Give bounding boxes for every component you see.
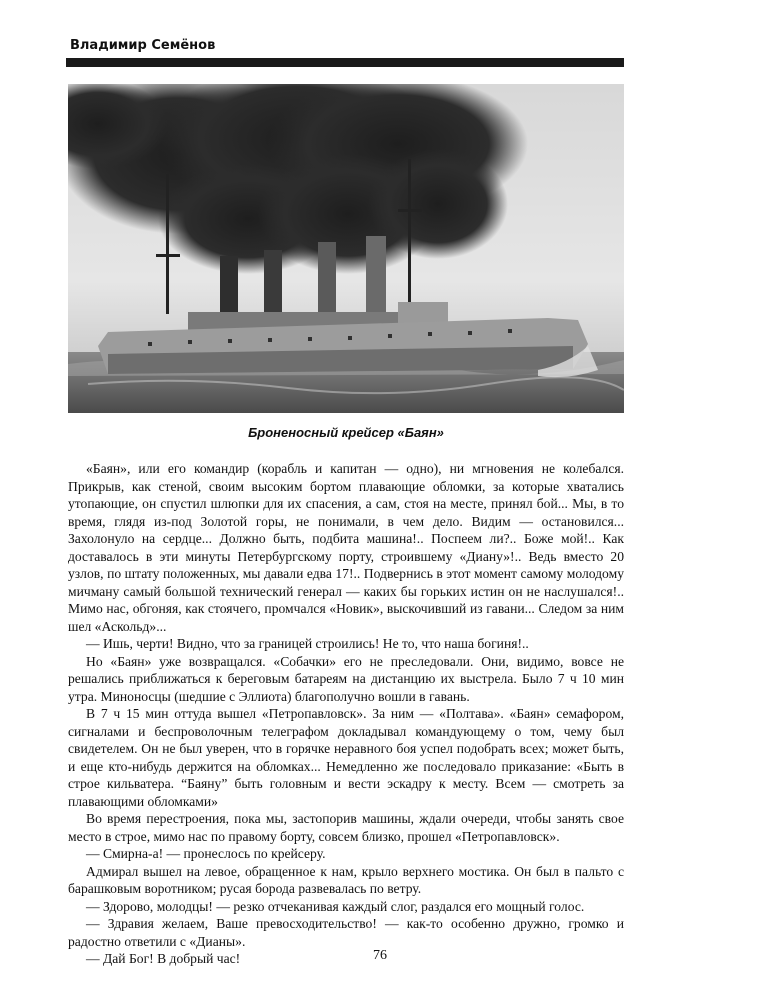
paragraph: Но «Баян» уже возвращался. «Собачки» его не преследовали. Они, видимо, вовсе не решались приближаться к береговым батареям на дистанцию их выстрела. Было 7 ч 10 мин утра. Миноносцы (шедшие с Эллиота) благополучно вошли в гавань. — [68, 653, 624, 704]
running-header-author: Владимир Семёнов — [70, 38, 216, 53]
page-number: 76 — [373, 948, 387, 963]
paragraph: В 7 ч 15 мин оттуда вышел «Петропавловск». За ним — «Полтава». «Баян» семафором, сигналами и беспроволочным телеграфом докладывал командующему о том, чему был свидетелем. Он не был уверен, что в горячке неравного боя успел подобрать всех; может быть, и еще кто-нибудь держится на обломках... Немедленно же последовало приказание: «Быть в строе кильватера. “Баяну” быть головным и вести эскадру к месту. Всем — смотреть за плавающими обломками» — [68, 706, 624, 809]
cruiser-photo — [68, 84, 624, 413]
paragraph: Адмирал вышел на левое, обращенное к нам, крыло верхнего мостика. Он был в пальто с барашковым воротником; русая борода развевалась по ветру. — [68, 863, 624, 896]
paragraph: — Здравия желаем, Ваше превосходительство! — как-то особенно дружно, громко и радостно ответили с «Дианы». — [68, 916, 624, 949]
paragraph: «Баян», или его командир (корабль и капитан — одно), ни мгновения не колебался. Прикрыв, как стеной, своим высоким бортом плавающие обломки, за которые хватались утопающие, он спустил шлюпки для их спасения, а сам, стоя на месте, принял бой... Мы, в то время, глядя из-под Золотой горы, не понимали, в чем дело. Видим — остановился... Захолонуло на сердце... Должно быть, подбита машина!.. Поспеем ли?.. Боже мой!.. Как доставалось в эти минуты Петербургскому порту, строившему «Диану»!.. Ведь вместо 20 узлов, по штату положенных, мы давали едва 17!.. Подвернись в этот момент самому молодому мичману самый большой технический генерал — каких бы горьких истин он не наслушался!.. Мимо нас, обгоняя, как стоячего, промчался «Новик», выскочивший из гавани... Следом за ним шел «Аскольд»... — [68, 461, 624, 634]
paragraph: — Смирна-а! — пронеслось по крейсеру. — [86, 846, 326, 861]
body-text — [68, 460, 624, 968]
header-rule — [66, 58, 624, 67]
paragraph: Во время перестроения, пока мы, застопорив машины, ждали очереди, чтобы занять свое место в строе, мимо нас по правому борту, совсем близко, прошел «Петропавловск». — [68, 811, 624, 844]
paragraph: — Дай Бог! В добрый час! — [86, 951, 241, 966]
paragraph: — Ишь, черти! Видно, что за границей строились! Не то, что наша богиня!.. — [86, 636, 529, 651]
photo-caption: Броненосный крейсер «Баян» — [248, 425, 444, 440]
paragraph: — Здорово, молодцы! — резко отчеканивая каждый слог, раздался его мощный голос. — [86, 898, 585, 914]
